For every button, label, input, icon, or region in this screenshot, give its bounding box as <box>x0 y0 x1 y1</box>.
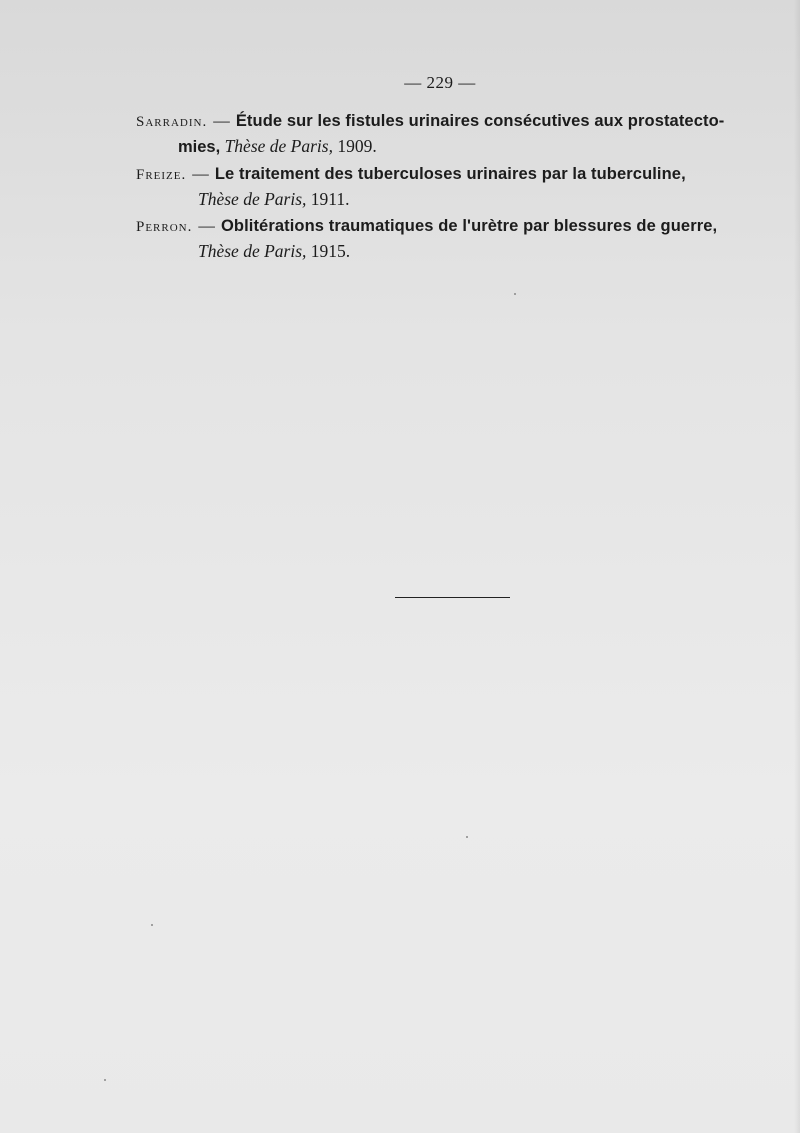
paper-speck <box>151 924 153 926</box>
entry-year: 1911. <box>310 189 350 209</box>
entry-year: 1909. <box>337 136 377 156</box>
entry-thesis: Thèse de Paris, <box>224 136 333 156</box>
bibliography-entry <box>136 109 756 159</box>
page-number: — 229 — <box>404 73 476 92</box>
entry-first-line <box>136 214 756 239</box>
entry-first-line <box>136 109 756 134</box>
entry-first-line <box>136 162 756 187</box>
page-edge-shadow <box>794 0 800 1133</box>
paper-speck <box>466 836 468 838</box>
entry-title-continuation: mies, <box>178 138 221 156</box>
entry-year: 1915. <box>310 241 351 261</box>
section-end-rule <box>395 597 510 598</box>
entry-author: Perron. <box>136 219 193 235</box>
entry-second-line <box>136 187 756 211</box>
paper-speck <box>104 1079 106 1081</box>
entry-title: Étude sur les fistules urinaires consécutives aux prostatecto- <box>235 112 725 130</box>
entry-second-line <box>136 239 756 263</box>
entry-dash: — <box>192 164 209 183</box>
bibliography-entry <box>136 162 756 211</box>
entry-dash: — <box>198 216 215 235</box>
entry-author: Sarradin. <box>136 114 208 130</box>
paper-speck <box>514 293 516 295</box>
entry-title: Le traitement des tuberculoses urinaires par la tuberculine, <box>214 165 686 183</box>
entry-second-line <box>136 134 756 159</box>
entry-author: Freize. <box>136 167 187 183</box>
bibliography-entry <box>136 214 756 263</box>
entry-thesis: Thèse de Paris, <box>198 241 307 261</box>
entry-dash: — <box>213 111 230 130</box>
entry-title: Oblitérations traumatiques de l'urètre par blessures de guerre, <box>220 217 718 235</box>
entry-thesis: Thèse de Paris, <box>198 189 307 209</box>
